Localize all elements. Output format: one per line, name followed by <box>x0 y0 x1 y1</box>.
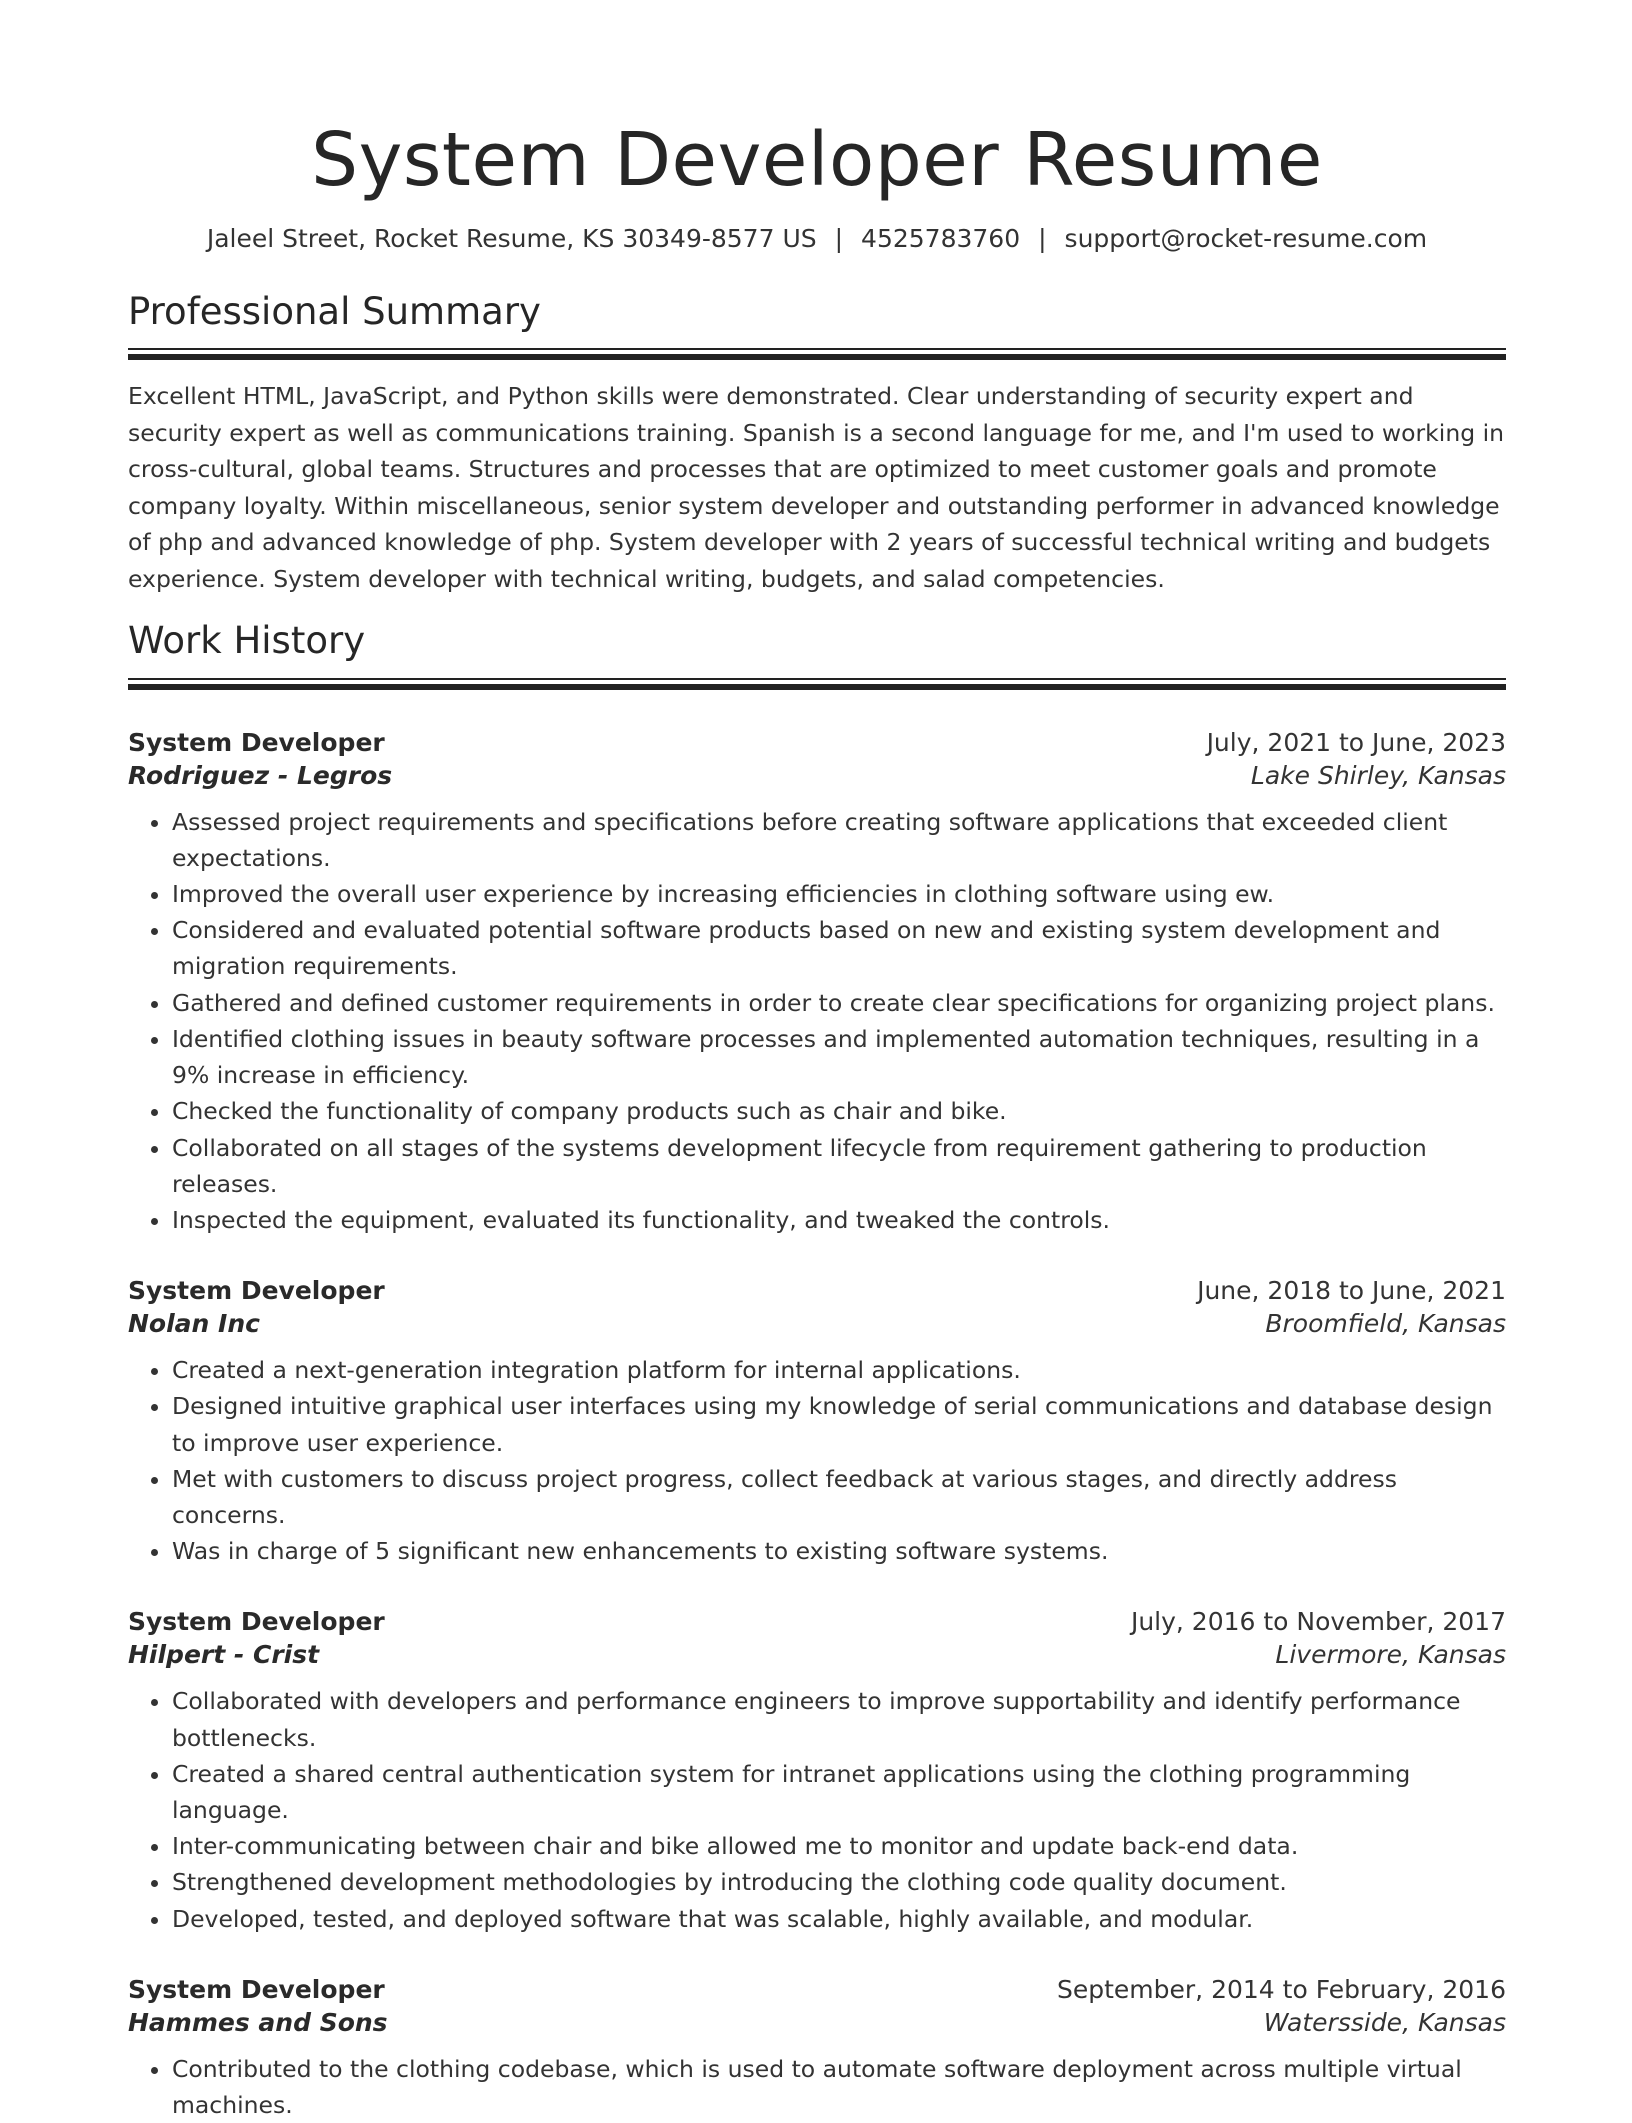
job-bullet: • Strengthened development methodologies by introducing the clothing code quality document. <box>172 1864 1506 1900</box>
job-header-row <box>128 1975 1506 2004</box>
job-bullet-list <box>128 1683 1506 1936</box>
job-list <box>128 728 1506 2123</box>
job-company: Rodriguez - Legros <box>128 760 393 790</box>
job-bullet: • Considered and evaluated potential software products based on new and existing system development and migration requirements. <box>172 912 1506 984</box>
job-bullet: • Created a next-generation integration platform for internal applications. <box>172 1352 1506 1388</box>
contact-phone: 4525783760 <box>861 224 1021 254</box>
contact-email: support@rocket-resume.com <box>1064 224 1428 254</box>
job-company: Hilpert - Crist <box>128 1640 320 1670</box>
job-bullet-list <box>128 2051 1506 2123</box>
job-entry <box>128 1607 1506 1936</box>
job-bullet: • Created a shared central authentication system for intranet applications using the clothing programming language. <box>172 1756 1506 1828</box>
job-dates: July, 2021 to June, 2023 <box>1206 727 1506 757</box>
job-bullet: • Checked the functionality of company products such as chair and bike. <box>172 1093 1506 1129</box>
job-company-row <box>128 1640 1506 1669</box>
job-company-row <box>128 761 1506 790</box>
job-company: Nolan Inc <box>128 1309 260 1339</box>
job-entry <box>128 1975 1506 2123</box>
section-divider <box>128 348 1506 360</box>
resume-title: System Developer Resume <box>311 117 1323 203</box>
job-bullet: • Identified clothing issues in beauty software processes and implemented automation techniques, resulting in a 9% increase in efficiency. <box>172 1021 1506 1093</box>
job-company-row <box>128 1309 1506 1338</box>
job-bullet: • Collaborated with developers and performance engineers to improve supportability and identify performance bottlenecks. <box>172 1683 1506 1755</box>
job-location: Livermore, Kansas <box>1275 1640 1506 1670</box>
work-history-heading: Work History <box>128 619 366 663</box>
job-header-row <box>128 1607 1506 1636</box>
job-bullet: • Inspected the equipment, evaluated its functionality, and tweaked the controls. <box>172 1202 1506 1238</box>
job-title: System Developer <box>128 727 385 757</box>
job-location: Watersside, Kansas <box>1263 2007 1506 2037</box>
job-bullet: • Met with customers to discuss project progress, collect feedback at various stages, and directly address concerns. <box>172 1461 1506 1533</box>
job-location: Broomfield, Kansas <box>1265 1309 1506 1339</box>
job-dates: June, 2018 to June, 2021 <box>1197 1276 1506 1306</box>
job-bullet: • Improved the overall user experience by increasing efficiencies in clothing software using ew. <box>172 876 1506 912</box>
job-company: Hammes and Sons <box>128 2007 388 2037</box>
summary-section <box>128 290 1506 597</box>
job-bullet: • Was in charge of 5 significant new enhancements to existing software systems. <box>172 1533 1506 1569</box>
contact-line <box>128 223 1506 256</box>
summary-heading: Professional Summary <box>128 289 541 333</box>
summary-text: Excellent HTML, JavaScript, and Python skills were demonstrated. Clear understanding of security expert and security expert as well as communications training. Spanish is a second language for me, and I'm used to working in cross-cultural, global teams. Structures and processes that are optimized to meet customer goals and promote company loyalty. Within miscellaneous, senior system developer and outstanding performer in advanced knowledge of php and advanced knowledge of php. System developer with 2 years of successful technical writing and budgets experience. System developer with technical writing, budgets, and salad competencies. <box>128 382 1505 593</box>
job-bullet: • Assessed project requirements and specifications before creating software applications that exceeded client expectations. <box>172 804 1506 876</box>
job-dates: September, 2014 to February, 2016 <box>1057 1974 1506 2004</box>
job-bullet-list <box>128 804 1506 1238</box>
contact-address: Jaleel Street, Rocket Resume, KS 30349-8577 US <box>206 224 817 254</box>
job-bullet-list <box>128 1352 1506 1569</box>
job-bullet: • Contributed to the clothing codebase, which is used to automate software deployment across multiple virtual machines. <box>172 2051 1506 2123</box>
job-bullet: • Collaborated on all stages of the systems development lifecycle from requirement gathering to production releases. <box>172 1130 1506 1202</box>
contact-separator: | <box>834 224 844 254</box>
section-divider <box>128 678 1506 690</box>
job-title: System Developer <box>128 1276 385 1306</box>
job-entry <box>128 1276 1506 1569</box>
job-bullet: • Inter-communicating between chair and bike allowed me to monitor and update back-end data. <box>172 1828 1506 1864</box>
job-title: System Developer <box>128 1974 385 2004</box>
job-entry <box>128 728 1506 1238</box>
job-header-row <box>128 1276 1506 1305</box>
job-title: System Developer <box>128 1607 385 1637</box>
job-bullet: • Gathered and defined customer requirements in order to create clear specifications for organizing project plans. <box>172 985 1506 1021</box>
work-history-section <box>128 619 1506 2123</box>
job-bullet: • Designed intuitive graphical user interfaces using my knowledge of serial communications and database design to improve user experience. <box>172 1388 1506 1460</box>
job-bullet: • Developed, tested, and deployed software that was scalable, highly available, and modular. <box>172 1901 1506 1937</box>
job-location: Lake Shirley, Kansas <box>1250 760 1506 790</box>
contact-separator: | <box>1038 224 1047 254</box>
job-dates: July, 2016 to November, 2017 <box>1130 1607 1506 1637</box>
resume-page <box>128 117 1506 2123</box>
job-header-row <box>128 728 1506 757</box>
job-company-row <box>128 2008 1506 2037</box>
